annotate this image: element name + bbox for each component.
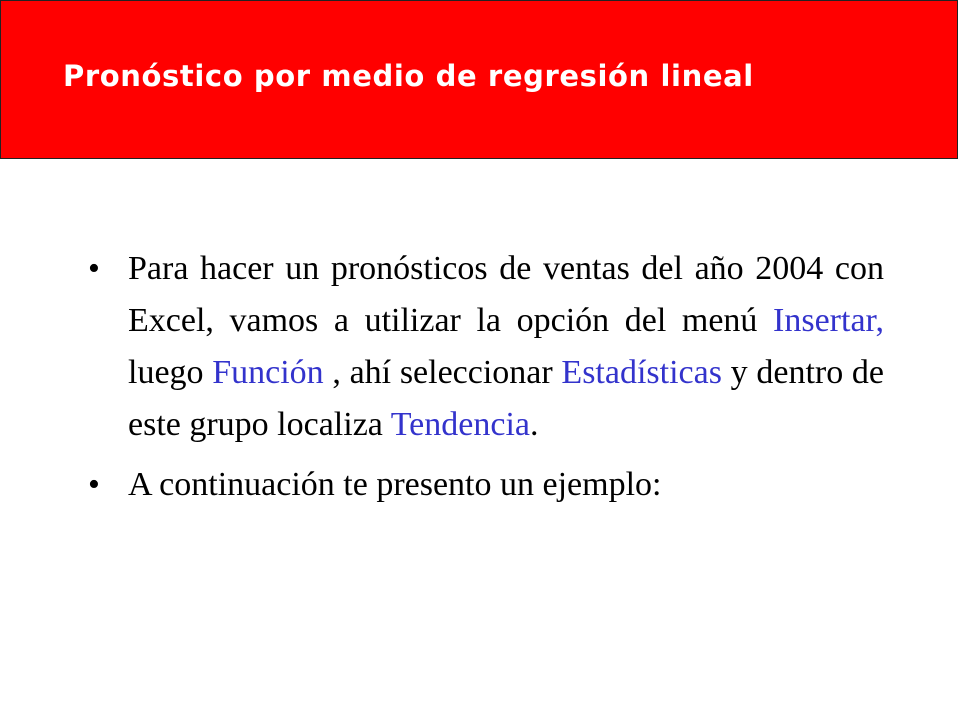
bullet-text-segment: Para hacer un pronósticos de ventas del año 2004 con Excel, vamos a utilizar la opción del menú (128, 250, 884, 339)
bullet-text-segment: y dentro de este grupo localiza (128, 354, 884, 443)
bullet-item (88, 459, 884, 511)
menu-term-tendencia: Tendencia (390, 406, 530, 443)
menu-term-estadisticas: Estadísticas (561, 354, 722, 391)
menu-term-insertar: Insertar, (773, 302, 884, 339)
bullet-text-segment: luego (128, 354, 213, 391)
slide-title: Pronóstico por medio de regresión lineal (63, 59, 754, 93)
title-bar (0, 0, 958, 159)
menu-term-funcion: Función (212, 354, 324, 391)
slide-content (88, 243, 884, 511)
bullet-icon: • (88, 466, 100, 503)
bullet-text-segment: , ahí seleccionar (323, 354, 562, 391)
bullet-icon: • (88, 250, 100, 287)
bullet-item (88, 243, 884, 451)
bullet-text-segment: A continuación te presento un ejemplo: (128, 466, 662, 503)
bullet-text-segment: . (530, 406, 539, 443)
